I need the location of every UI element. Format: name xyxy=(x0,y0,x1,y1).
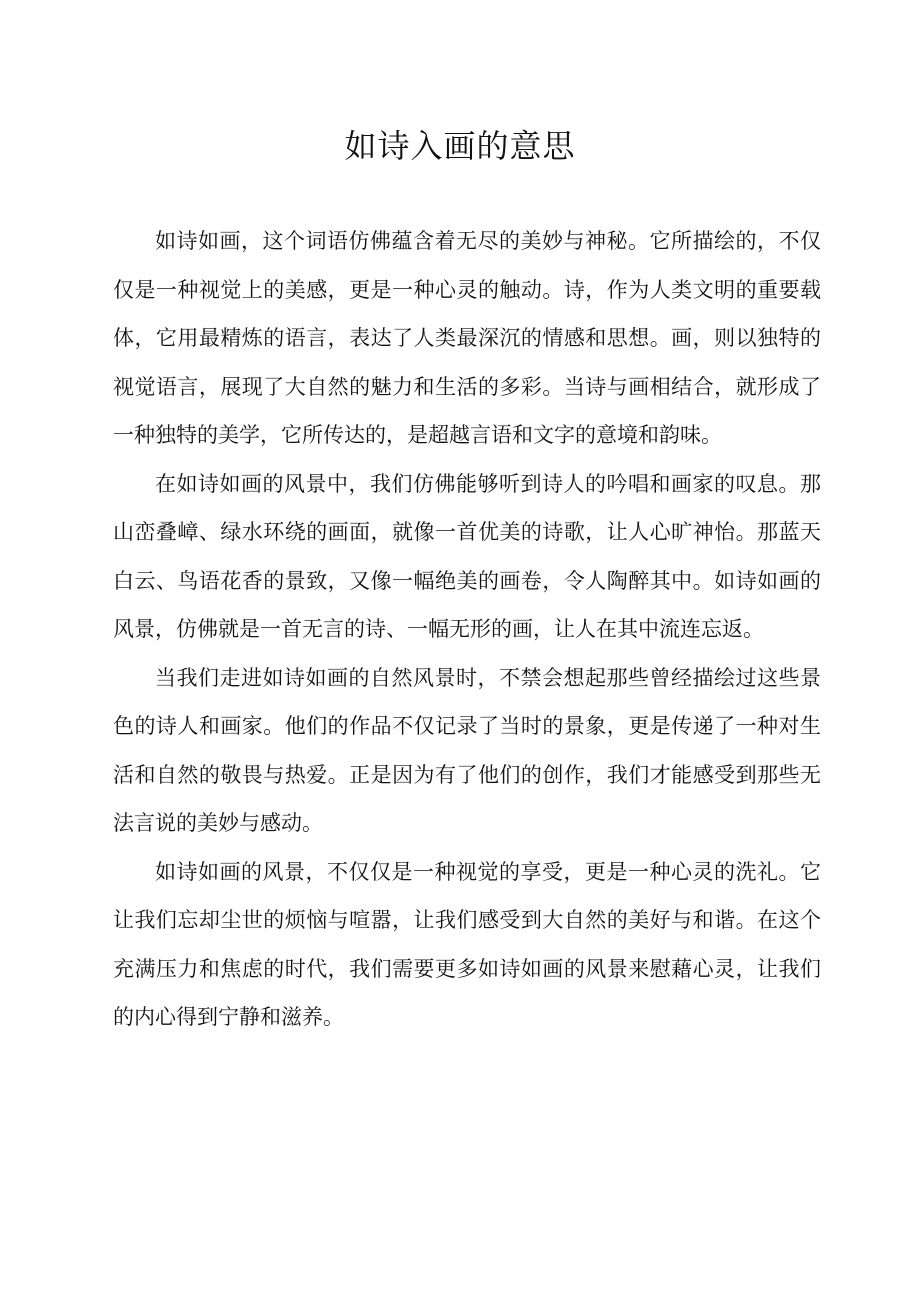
document-title: 如诗入画的意思 xyxy=(344,127,576,165)
paragraph-4: 如诗如画的风景，不仅仅是一种视觉的享受，更是一种心灵的洗礼。它让我们忘却尘世的烦恼与喧嚣，让我们感受到大自然的美好与和谐。在这个充满压力和焦虑的时代，我们需要更多如诗如画的风景来慰藉心灵，让我们的内心得到宁静和滋养。 xyxy=(113,859,821,1029)
paragraph-2: 在如诗如画的风景中，我们仿佛能够听到诗人的吟唱和画家的叹息。那山峦叠嶂、绿水环绕的画面，就像一首优美的诗歌，让人心旷神怡。那蓝天白云、鸟语花香的景致，又像一幅绝美的画卷，令人陶醉其中。如诗如画的风景，仿佛就是一首无言的诗、一幅无形的画，让人在其中流连忘返。 xyxy=(113,471,821,641)
paragraph-1: 如诗如画，这个词语仿佛蕴含着无尽的美妙与神秘。它所描绘的，不仅仅是一种视觉上的美感，更是一种心灵的触动。诗，作为人类文明的重要载体，它用最精炼的语言，表达了人类最深沉的情感和思想。画，则以独特的视觉语言，展现了大自然的魅力和生活的多彩。当诗与画相结合，就形成了一种独特的美学，它所传达的，是超越言语和文字的意境和韵味。 xyxy=(113,229,821,447)
document-body xyxy=(113,217,821,1042)
paragraph-3: 当我们走进如诗如画的自然风景时，不禁会想起那些曾经描绘过这些景色的诗人和画家。他们的作品不仅记录了当时的景象，更是传递了一种对生活和自然的敬畏与热爱。正是因为有了他们的创作，我们才能感受到那些无法言说的美妙与感动。 xyxy=(113,665,821,835)
